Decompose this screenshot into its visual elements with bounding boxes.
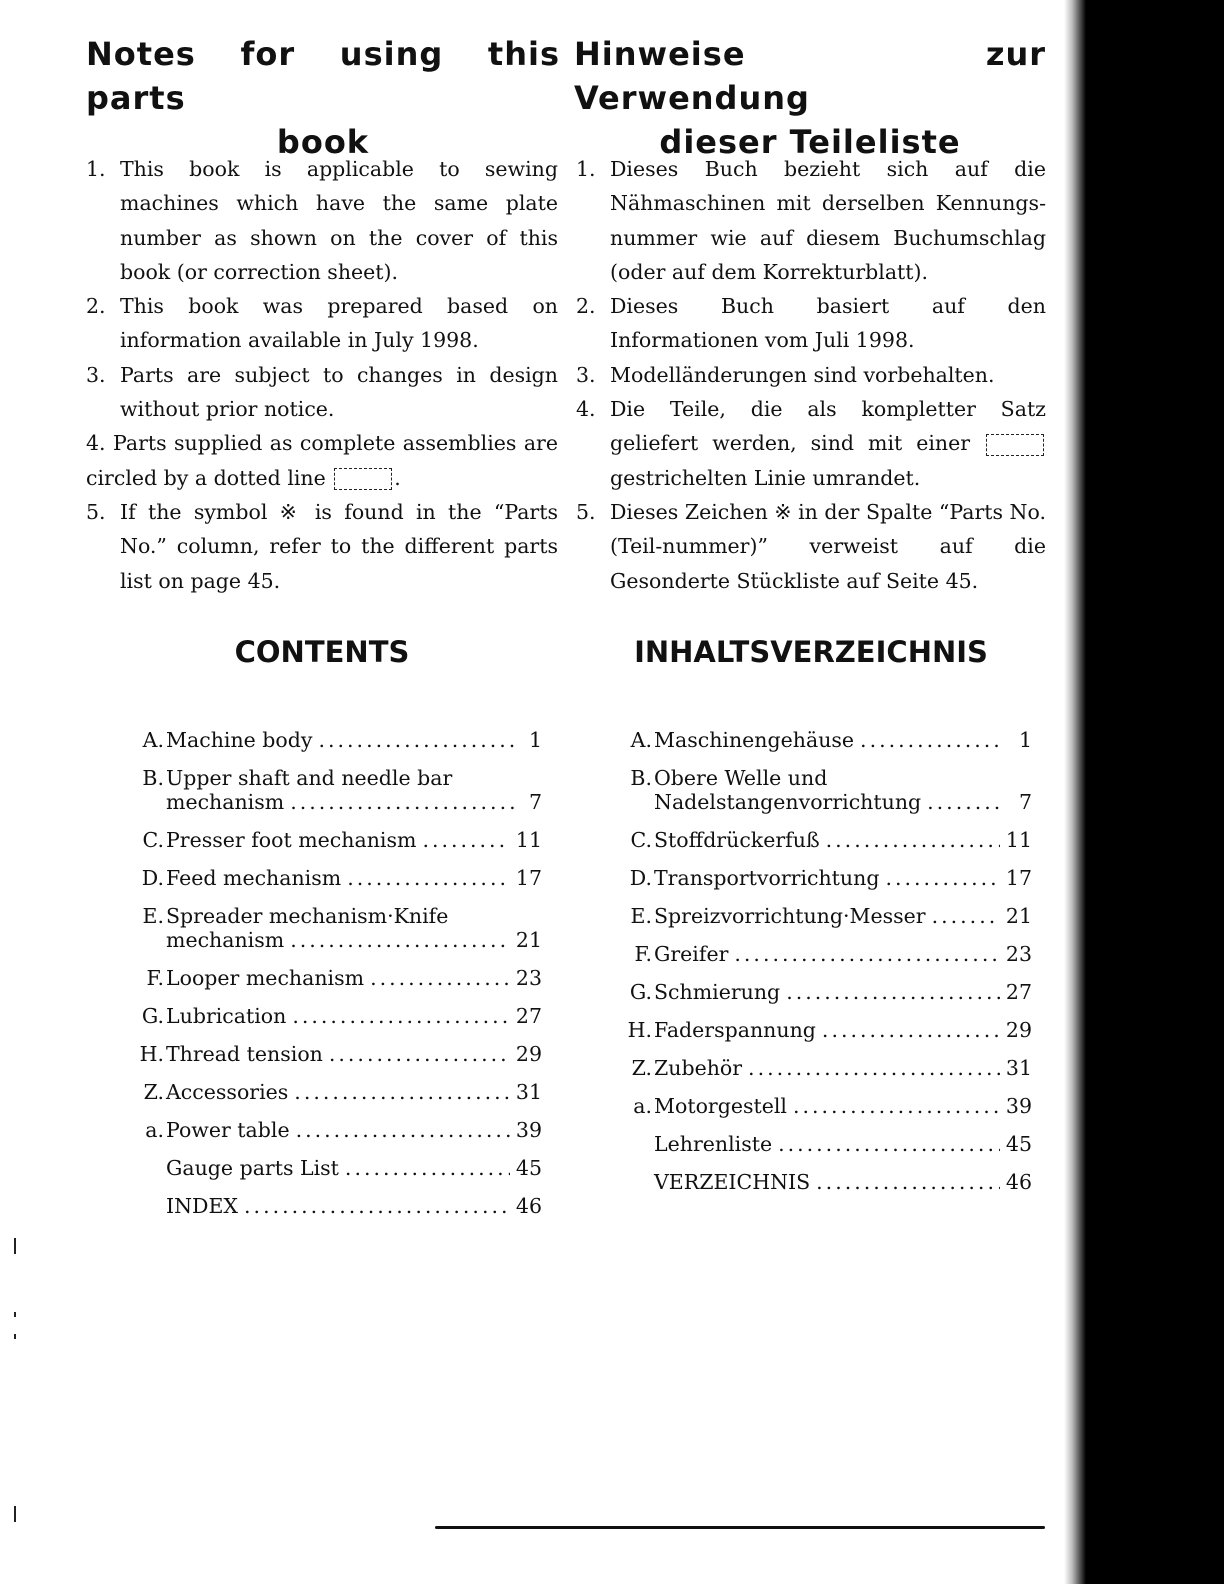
toc-page-number: 45 [1005, 1132, 1032, 1156]
dot-leader [329, 1042, 510, 1066]
toc-text: Spreizvorrichtung·Messer [654, 904, 926, 928]
toc-text-line: Obere Welle und [654, 766, 828, 790]
toc-page-number: 21 [1005, 904, 1032, 928]
note-text: If the symbol ※ is found in the “Parts No.” column, refer to the different parts list on page 45. [120, 499, 558, 593]
note-number: 5. [86, 499, 106, 524]
toc-text: mechanism [166, 928, 285, 952]
toc-text: Accessories [166, 1080, 289, 1104]
toc-entry [128, 1118, 542, 1142]
toc-page-number: 27 [1005, 980, 1032, 1004]
toc-letter: G. [141, 1004, 164, 1028]
toc-text: Zubehör [654, 1056, 743, 1080]
toc-entry [616, 1170, 1032, 1194]
toc-row [654, 942, 1032, 966]
contents-title-en: CONTENTS [234, 635, 410, 669]
toc-row [654, 1170, 1032, 1194]
dot-leader [778, 1132, 1000, 1156]
dot-leader [927, 790, 1004, 814]
note-item [86, 358, 558, 427]
toc-row [654, 1018, 1032, 1042]
toc-text: Thread tension [166, 1042, 323, 1066]
toc-letter: B. [142, 766, 164, 790]
toc-row [654, 1056, 1032, 1080]
toc-entry [128, 728, 542, 752]
toc-text: Presser foot mechanism [166, 828, 417, 852]
dot-leader [244, 1194, 510, 1218]
toc-entry [616, 980, 1032, 1004]
toc-entry [128, 1156, 542, 1180]
note-number: 2. [576, 294, 596, 319]
note-text: Dieses Buch bezieht sich auf die Nähmaschinen mit derselben Kennungs-nummer wie auf diesem Buchumschlag (oder auf dem Korrekturblatt). [610, 157, 1046, 284]
toc-text: Motorgestell [654, 1094, 787, 1118]
toc-letter: F. [146, 966, 164, 990]
heading-line: book [276, 123, 370, 161]
note-text: Modelländerungen sind vorbehalten. [610, 362, 995, 387]
toc-text: Greifer [654, 942, 729, 966]
note-item [576, 495, 1046, 598]
toc-page-number: 11 [1005, 828, 1032, 852]
dotted-line-box-icon [986, 434, 1044, 456]
dot-leader [786, 980, 1000, 1004]
toc-text: mechanism [166, 790, 285, 814]
toc-letter: A. [142, 728, 164, 752]
toc-page-number: 39 [1005, 1094, 1032, 1118]
toc-row [166, 1194, 542, 1218]
heading-line: Hinweise zur Verwendung [574, 35, 1046, 117]
toc-row [166, 728, 542, 752]
toc-text: Faderspannung [654, 1018, 816, 1042]
toc-row [654, 980, 1032, 1004]
toc-page-number: 45 [515, 1156, 542, 1180]
dot-leader [885, 866, 999, 890]
note-text: This book was prepared based on information available in July 1998. [120, 294, 558, 353]
toc-row [166, 828, 542, 852]
toc-row [166, 1042, 542, 1066]
scan-shadow-edge [1064, 0, 1224, 1584]
toc-page-number: 29 [1005, 1018, 1032, 1042]
note-text: Die Teile, die als kompletter Satz geliefert werden, sind mit einer [610, 397, 1046, 456]
note-number: 4. [86, 431, 106, 456]
toc-page-number: 7 [528, 790, 542, 814]
toc-page-number: 21 [515, 928, 542, 952]
note-number: 4. [576, 397, 596, 422]
toc-entry [128, 866, 542, 890]
toc-letter: G. [629, 980, 652, 1004]
note-text: Dieses Buch basiert auf den Informationen vom Juli 1998. [610, 294, 1046, 353]
toc-letter: a. [145, 1118, 164, 1142]
dot-leader [822, 1018, 1000, 1042]
toc-row [654, 828, 1032, 852]
toc-entry [128, 828, 542, 852]
contents-title-de: INHALTSVERZEICHNIS [634, 635, 988, 669]
toc-entry [616, 866, 1032, 890]
toc-text: Transportvorrichtung [654, 866, 880, 890]
toc-row [166, 866, 542, 890]
toc-row [654, 728, 1032, 752]
toc-letter: H. [139, 1042, 164, 1066]
toc-page-number: 1 [528, 728, 542, 752]
note-text: Parts are subject to changes in design without prior notice. [120, 362, 558, 422]
dot-leader [318, 728, 514, 752]
toc-letter: C. [142, 828, 164, 852]
toc-letter: F. [634, 942, 652, 966]
note-text: This book is applicable to sewing machines which have the same plate number as shown on the cover of this book (or correction sheet). [120, 157, 558, 284]
toc-row [166, 790, 542, 814]
toc-page-number: 46 [515, 1194, 542, 1218]
margin-mark [14, 1506, 16, 1522]
toc-page-number: 46 [1005, 1170, 1032, 1194]
dot-leader [932, 904, 1000, 928]
toc-letter: Z. [631, 1056, 652, 1080]
toc-text: Looper mechanism [166, 966, 365, 990]
toc-text: Lehrenliste [654, 1132, 773, 1156]
note-item [576, 152, 1046, 289]
margin-mark [14, 1334, 16, 1339]
toc-entry [616, 1094, 1032, 1118]
note-item [576, 358, 1046, 392]
dot-leader [370, 966, 510, 990]
note-text: gestrichelten Linie umrandet. [610, 465, 921, 490]
toc-page-number: 1 [1018, 728, 1032, 752]
toc-letter: a. [633, 1094, 652, 1118]
note-item [576, 289, 1046, 358]
note-number: 3. [576, 362, 596, 387]
dot-leader [826, 828, 1000, 852]
toc-page-number: 23 [515, 966, 542, 990]
toc-letter: B. [630, 766, 652, 790]
toc-text-line: Upper shaft and needle bar [166, 766, 453, 790]
toc-letter: D. [141, 866, 164, 890]
note-number: 2. [86, 294, 106, 319]
toc-letter: C. [630, 828, 652, 852]
toc-entry [128, 1194, 542, 1218]
dot-leader [290, 928, 510, 952]
dot-leader [748, 1056, 1000, 1080]
toc-list-en [128, 728, 542, 1232]
notes-list-de [576, 152, 1046, 598]
toc-text: Gauge parts List [166, 1156, 339, 1180]
toc-row [654, 790, 1032, 814]
toc-text: Machine body [166, 728, 313, 752]
dot-leader [345, 1156, 510, 1180]
note-number: 5. [576, 499, 596, 524]
toc-row [166, 966, 542, 990]
note-text: Dieses Zeichen ※ in der Spalte “Parts No. (Teil-nummer)” verweist auf die Gesonderte Stückliste auf Seite 45. [610, 499, 1046, 593]
toc-entry [128, 1080, 542, 1104]
toc-letter: H. [627, 1018, 652, 1042]
toc-row [166, 928, 542, 952]
heading-line: dieser Teileliste [659, 123, 961, 161]
toc-entry [616, 1056, 1032, 1080]
dot-leader [296, 1118, 510, 1142]
note-item [86, 289, 558, 358]
toc-row [166, 1080, 542, 1104]
toc-row [654, 904, 1032, 928]
toc-page-number: 29 [515, 1042, 542, 1066]
dot-leader [290, 790, 514, 814]
toc-entry [128, 1042, 542, 1066]
toc-text: Lubrication [166, 1004, 287, 1028]
note-item [86, 152, 558, 289]
toc-page-number: 31 [1005, 1056, 1032, 1080]
toc-row [166, 1118, 542, 1142]
dot-leader [292, 1004, 510, 1028]
toc-entry [616, 1132, 1032, 1156]
margin-mark [14, 1238, 16, 1254]
toc-text: INDEX [166, 1194, 239, 1218]
toc-text: Nadelstangenvorrichtung [654, 790, 922, 814]
dot-leader [860, 728, 1004, 752]
toc-entry [128, 766, 542, 814]
toc-row [166, 1156, 542, 1180]
toc-row [654, 1132, 1032, 1156]
dot-leader [294, 1080, 510, 1104]
toc-entry [616, 1018, 1032, 1042]
toc-text: Maschinengehäuse [654, 728, 855, 752]
toc-page-number: 7 [1018, 790, 1032, 814]
toc-entry [616, 904, 1032, 928]
margin-mark [14, 1312, 16, 1317]
toc-text: Schmierung [654, 980, 781, 1004]
toc-page-number: 39 [515, 1118, 542, 1142]
toc-letter: Z. [143, 1080, 164, 1104]
note-item [86, 495, 558, 598]
dot-leader [793, 1094, 1000, 1118]
note-item [576, 392, 1046, 495]
note-number: 1. [576, 157, 596, 181]
note-number: 1. [86, 157, 106, 181]
toc-page-number: 23 [1005, 942, 1032, 966]
notes-heading-de [574, 32, 1046, 164]
toc-row [166, 1004, 542, 1028]
toc-page-number: 17 [1005, 866, 1032, 890]
toc-entry [616, 728, 1032, 752]
toc-entry [128, 904, 542, 952]
toc-entry [616, 942, 1032, 966]
toc-entry [616, 828, 1032, 852]
toc-letter: E. [630, 904, 652, 928]
toc-letter: A. [630, 728, 652, 752]
toc-row [654, 1094, 1032, 1118]
toc-page-number: 17 [515, 866, 542, 890]
toc-text: VERZEICHNIS [654, 1170, 811, 1194]
toc-text: Feed mechanism [166, 866, 342, 890]
dot-leader [347, 866, 510, 890]
note-text: Parts supplied as complete assemblies are circled by a dotted line [86, 431, 558, 490]
dot-leader [422, 828, 509, 852]
toc-entry [616, 766, 1032, 814]
note-text: . [394, 465, 401, 490]
toc-text: Stoffdrückerfuß [654, 828, 820, 852]
notes-list-en [86, 152, 558, 598]
dot-leader [816, 1170, 1000, 1194]
toc-text: Power table [166, 1118, 290, 1142]
toc-page-number: 31 [515, 1080, 542, 1104]
toc-entry [128, 966, 542, 990]
toc-page-number: 27 [515, 1004, 542, 1028]
dotted-line-box-icon [334, 468, 392, 490]
toc-list-de [616, 728, 1032, 1208]
dot-leader [734, 942, 1000, 966]
heading-line: Notes for using this parts [86, 35, 560, 117]
toc-page-number: 11 [515, 828, 542, 852]
toc-row [654, 866, 1032, 890]
toc-letter: D. [629, 866, 652, 890]
note-number: 3. [86, 362, 106, 387]
note-item [86, 426, 558, 495]
bottom-rule [435, 1526, 1045, 1529]
toc-text-line: Spreader mechanism·Knife [166, 904, 449, 928]
toc-entry [128, 1004, 542, 1028]
toc-letter: E. [142, 904, 164, 928]
notes-heading-en [86, 32, 560, 164]
